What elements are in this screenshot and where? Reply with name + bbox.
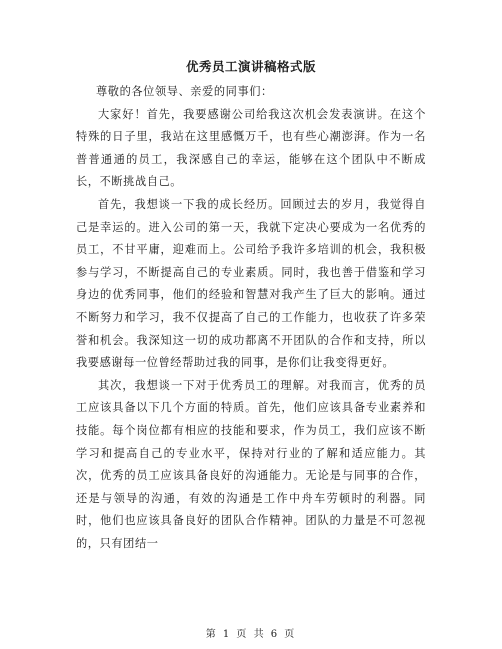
paragraph-intro: 大家好！首先，我要感谢公司给我这次机会发表演讲。在这个特殊的日子里，我站在这里感慨万千，也有些心潮澎湃。作为一名普普通通的员工，我深感自己的幸运，能够在这个团队中不断成长，不断挑战自己。 xyxy=(76,107,426,189)
salutation: 尊敬的各位领导、亲爱的同事们： xyxy=(96,85,273,98)
document-body xyxy=(76,81,426,555)
document-title: 优秀员工演讲稿格式版 xyxy=(185,59,316,74)
page-number-footer: 第 1 页 共 6 页 xyxy=(205,629,297,640)
paragraph-qualities: 其次，我想谈一下对于优秀员工的理解。对我而言，优秀的员工应该具备以下几个方面的特质。首先，他们应该具备专业素养和技能。每个岗位都有相应的技能和要求，作为员工，我们应该不断学习和提高自己的专业水平，保持对行业的了解和适应能力。其次，优秀的员工应该具备良好的沟通能力。无论是与同事的合作，还是与领导的沟通，有效的沟通是工作中舟车劳顿时的利器。同时，他们也应该具备良好的团队合作精神。团队的力量是不可忽视的，只有团结一 xyxy=(76,378,426,550)
paragraph-growth: 首先，我想谈一下我的成长经历。回顾过去的岁月，我觉得自己是幸运的。进入公司的第一天，我就下定决心要成为一名优秀的员工，不甘平庸，迎难而上。公司给予我许多培训的机会，我积极参与学习，不断提高自己的专业素质。同时，我也善于借鉴和学习身边的优秀同事，他们的经验和智慧对我产生了巨大的影响。通过不断努力和学习，我不仅提高了自己的工作能力，也收获了许多荣誉和机会。我深知这一切的成功都离不开团队的合作和支持，所以我要感谢每一位曾经帮助过我的同事，是你们让我变得更好。 xyxy=(76,197,426,370)
